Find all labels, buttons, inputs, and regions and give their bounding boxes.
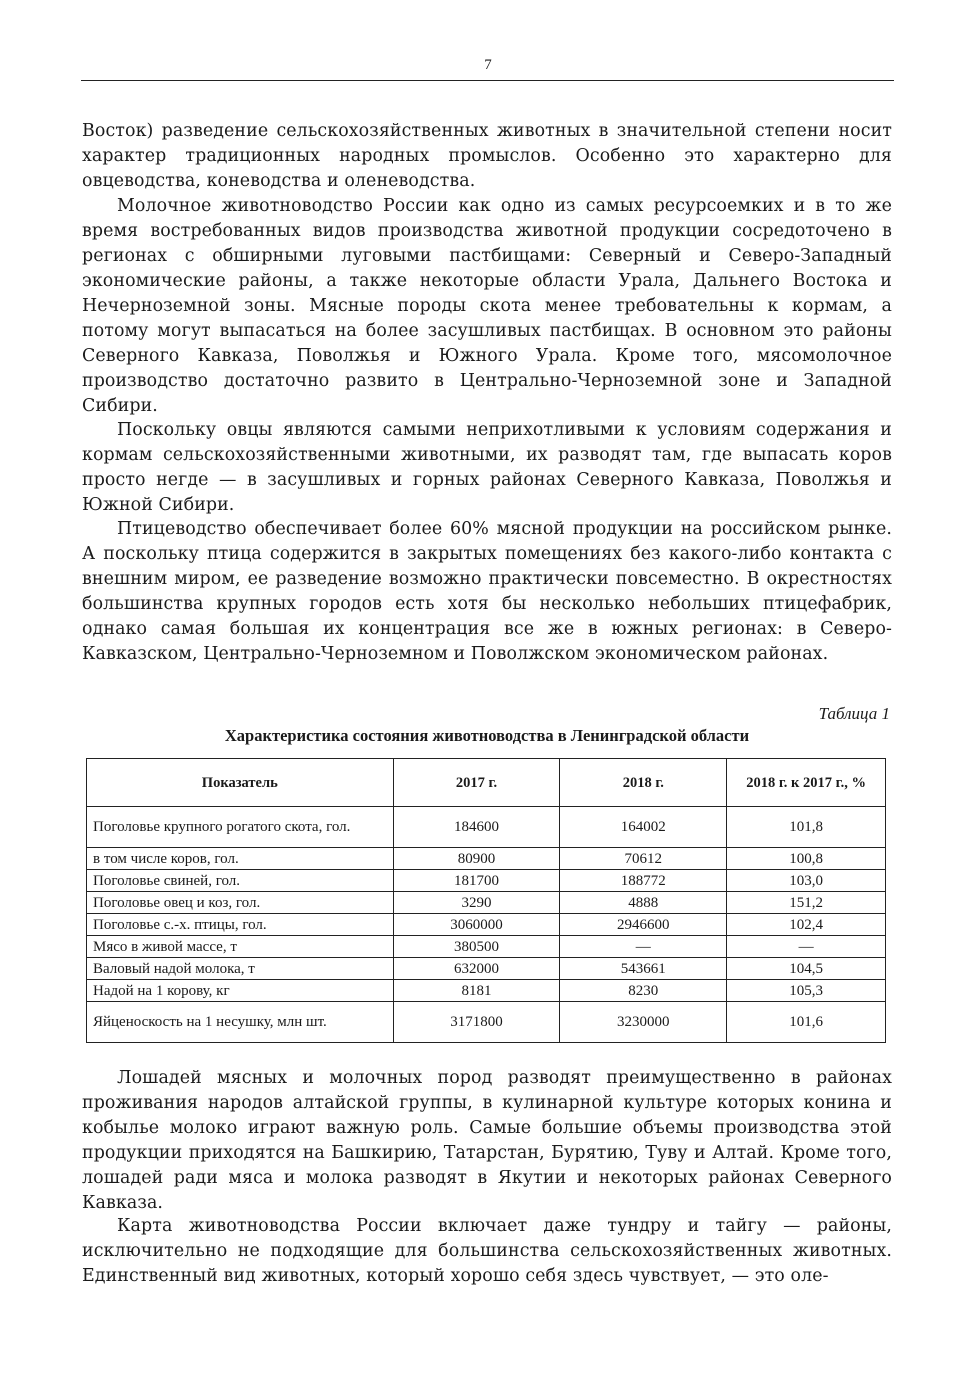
row-indicator: Поголовье овец и коз, гол. bbox=[87, 892, 394, 914]
value-2017: 3171800 bbox=[393, 1002, 560, 1043]
value-2018: 8230 bbox=[560, 980, 727, 1002]
value-2017: 80900 bbox=[393, 848, 560, 870]
header-2017: 2017 г. bbox=[393, 759, 560, 807]
header-2018: 2018 г. bbox=[560, 759, 727, 807]
row-indicator: Поголовье свиней, гол. bbox=[87, 870, 394, 892]
value-2017: 8181 bbox=[393, 980, 560, 1002]
value-2017: 184600 bbox=[393, 807, 560, 848]
table-row bbox=[87, 807, 886, 848]
paragraph-dairy-farming: Молочное животноводство России как одно из самых ресурсоемких и в то же время востребованных видов производства животной продукции сосредоточено в регионах с обширными луговыми пастбищами: Северный и Северо-Западный экономические районы, а также некоторые области Урала, Дальнего Востока и Нечерноземной зоны. Мясные породы скота менее требовательны к кормам, а потому могут выпасаться на более засушливых пастбищах. В основном это районы Северного Кавказа, Поволжья и Южного Урала. Кроме того, мясомолочное производство достаточно развито в Центрально-Черноземной зоне и Западной Сибири. bbox=[82, 196, 892, 416]
table-row bbox=[87, 914, 886, 936]
row-indicator: Надой на 1 корову, кг bbox=[87, 980, 394, 1002]
value-2017: 181700 bbox=[393, 870, 560, 892]
value-2018: 164002 bbox=[560, 807, 727, 848]
row-indicator: Мясо в живой массе, т bbox=[87, 936, 394, 958]
value-2018: 188772 bbox=[560, 870, 727, 892]
paragraph-continuation: Восток) разведение сельскохозяйственных животных в значительной степени носит характер традиционных народных промыслов. Особенно это характерно для овцеводства, коневодства и оленеводства. bbox=[82, 121, 892, 191]
value-ratio: 105,3 bbox=[727, 980, 886, 1002]
value-ratio: 102,4 bbox=[727, 914, 886, 936]
header-indicator: Показатель bbox=[87, 759, 394, 807]
table-row bbox=[87, 892, 886, 914]
paragraph-tundra-taiga: Карта животноводства России включает даже тундру и тайгу — районы, исключительно не подходящие для большинства сельскохозяйственных животных. Единственный вид животных, который хорошо себя здесь чувствует, — это оле- bbox=[82, 1216, 892, 1286]
table-row bbox=[87, 1002, 886, 1043]
row-indicator: в том числе коров, гол. bbox=[87, 848, 394, 870]
value-ratio: 101,6 bbox=[727, 1002, 886, 1043]
value-2018: 543661 bbox=[560, 958, 727, 980]
row-indicator: Валовый надой молока, т bbox=[87, 958, 394, 980]
row-indicator: Поголовье крупного рогатого скота, гол. bbox=[87, 807, 394, 848]
table-row bbox=[87, 958, 886, 980]
header-rule bbox=[81, 80, 894, 81]
header-ratio: 2018 г. к 2017 г., % bbox=[727, 759, 886, 807]
value-ratio: 101,8 bbox=[727, 807, 886, 848]
value-2018: — bbox=[560, 936, 727, 958]
value-2018: 3230000 bbox=[560, 1002, 727, 1043]
value-ratio: — bbox=[727, 936, 886, 958]
table-row bbox=[87, 848, 886, 870]
value-2018: 2946600 bbox=[560, 914, 727, 936]
table-row bbox=[87, 936, 886, 958]
value-ratio: 100,8 bbox=[727, 848, 886, 870]
value-2018: 4888 bbox=[560, 892, 727, 914]
value-ratio: 104,5 bbox=[727, 958, 886, 980]
paragraph-sheep-farming: Поскольку овцы являются самыми неприхотливыми к условиям содержания и кормам сельскохозяйственными животными, их разводят там, где выпасать коров просто негде — в засушливых и горных районах Северного Кавказа, Поволжья и Южной Сибири. bbox=[82, 420, 892, 515]
row-indicator: Поголовье с.-х. птицы, гол. bbox=[87, 914, 394, 936]
value-ratio: 151,2 bbox=[727, 892, 886, 914]
value-2017: 380500 bbox=[393, 936, 560, 958]
paragraph-horse-breeding: Лошадей мясных и молочных пород разводят преимущественно в районах проживания народов алтайской группы, в кулинарной культуре которых конина и кобылье молоко играют важную роль. Самые большие объемы производства этой продукции приходятся на Башкирию, Татарстан, Бурятию, Туву и Алтай. Кроме того, лошадей ради мяса и молока разводят в Якутии и некоторых районах Северного Кавказа. bbox=[82, 1068, 892, 1213]
table-row bbox=[87, 870, 886, 892]
value-2017: 3060000 bbox=[393, 914, 560, 936]
row-indicator: Яйценоскость на 1 несушку, млн шт. bbox=[87, 1002, 394, 1043]
table-title: Характеристика состояния животноводства в Ленинградской области bbox=[224, 726, 750, 745]
page-number: 7 bbox=[484, 57, 492, 73]
table-header-row bbox=[87, 759, 886, 807]
table-row bbox=[87, 980, 886, 1002]
paragraph-poultry-farming: Птицеводство обеспечивает более 60% мясной продукции на российском рынке. А поскольку птица содержится в закрытых помещениях без какого-либо контакта с внешним миром, ее разведение возможно практически повсеместно. В окрестностях большинства крупных городов есть хотя бы несколько небольших птицефабрик, однако самая большая их концентрация все же в южных регионах: в Северо-Кавказском, Центрально-Черноземном и Поволжском экономическом районах. bbox=[82, 519, 892, 664]
livestock-table bbox=[86, 758, 886, 1043]
value-ratio: 103,0 bbox=[727, 870, 886, 892]
value-2017: 632000 bbox=[393, 958, 560, 980]
value-2018: 70612 bbox=[560, 848, 727, 870]
value-2017: 3290 bbox=[393, 892, 560, 914]
table-label: Таблица 1 bbox=[818, 704, 890, 723]
